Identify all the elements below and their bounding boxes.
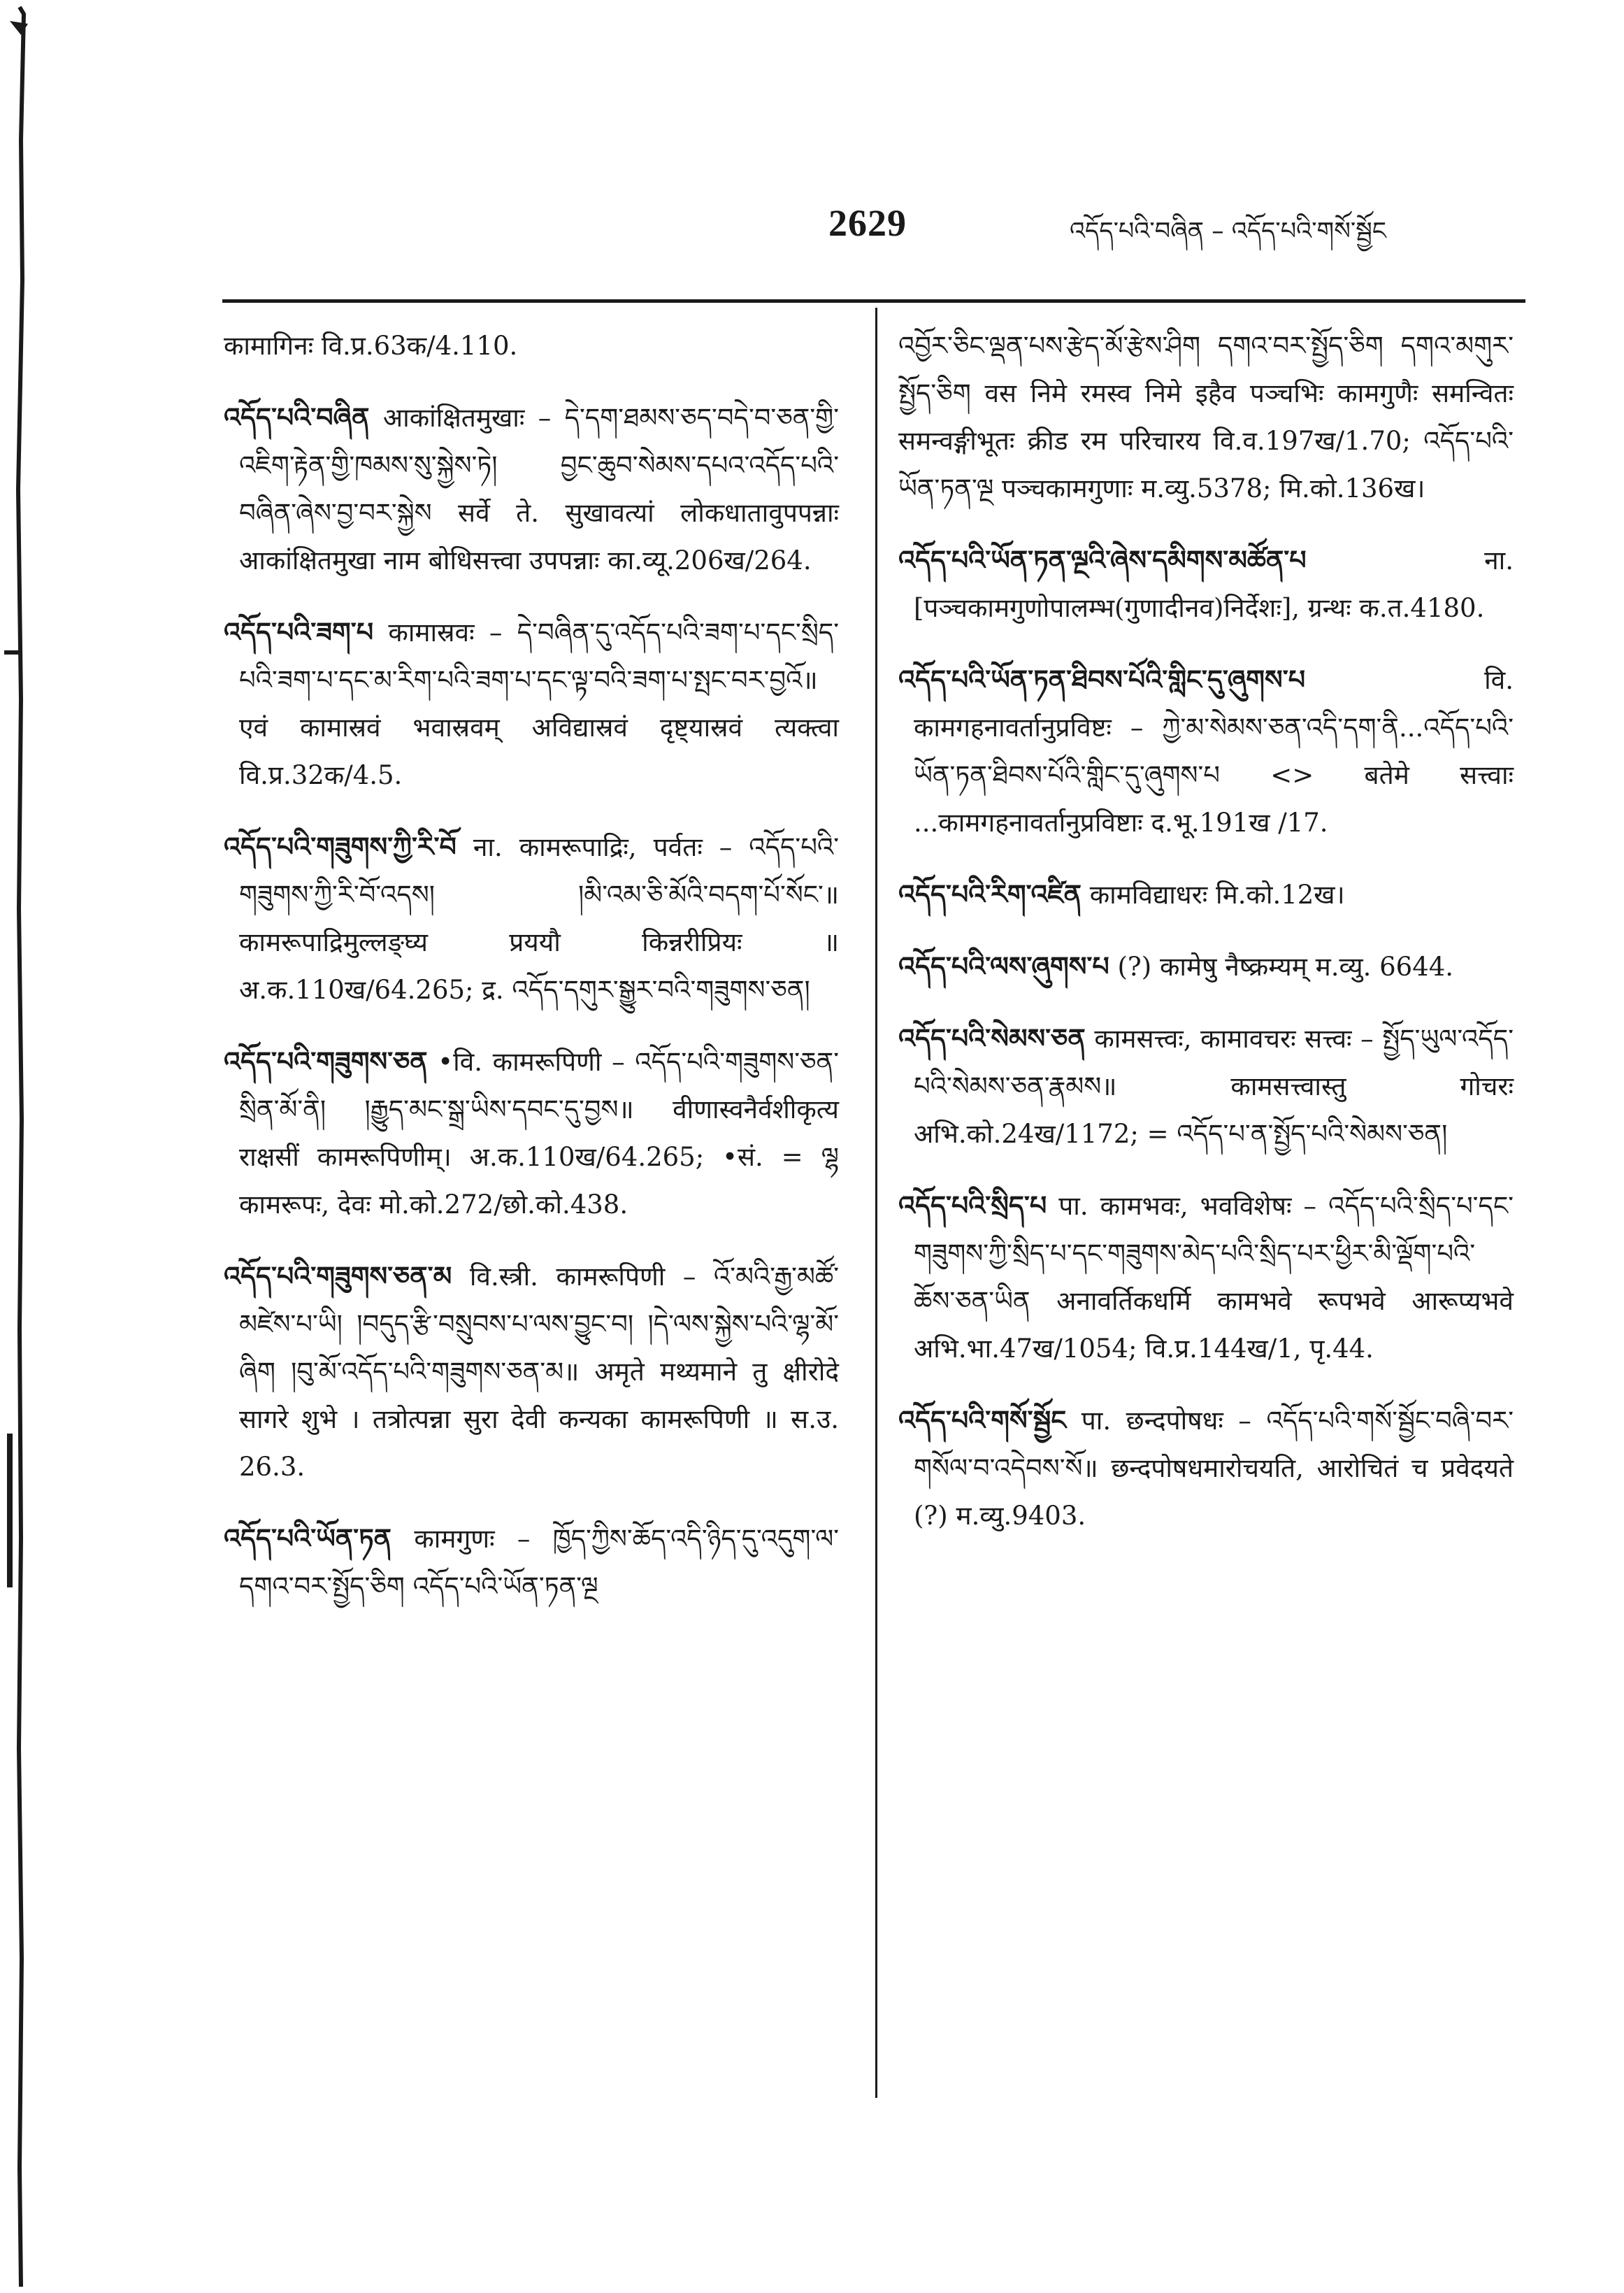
dictionary-entry: འདོད་པའི་གཟུགས་ཀྱི་རི་བོ ना. कामरूपाद्रिः, पर्वतः – འདོད་པའི་གཟུགས་ཀྱི་རི་བོ་འདས། །མི་འམ་ཅི་མོའི་བདག་པོ་སོང་॥ कामरूपाद्रिमुल्लङ्घ्य प्रययौ किन्नरीप्रियः ॥ अ.क.110ख/64.265; द्र. འདོད་དགུར་སྒྱུར་བའི་གཟུགས་ཅན། bbox=[224, 831, 839, 1005]
headword: འདོད་པའི་ལས་ཞུགས་པ bbox=[898, 951, 1109, 982]
dictionary-entry: འདོད་པའི་གཟུགས་ཅན •वि. कामरूपिणी – འདོད་པའི་གཟུགས་ཅན་སྲིན་མོ་ནི། །རྒྱུད་མང་སྒྲ་ཡིས་དབང་དུ་བྱས॥ वीणास्वनैर्वशीकृत्य राक्षसीं कामरूपिणीम्। अ.क.110ख/64.265; •सं. = ལྷ कामरूपः, देवः मो.को.272/छो.को.438. bbox=[224, 1046, 839, 1220]
headword: འདོད་པའི་ཟག་པ bbox=[224, 617, 374, 648]
dictionary-entry: འདོད་པའི་ཟག་པ कामास्रवः – དེ་བཞིན་དུ་འདོད་པའི་ཟག་པ་དང་སྲིད་པའི་ཟག་པ་དང་མ་རིག་པའི་ཟག་པ་དང་ལྟ་བའི་ཟག་པ་སྤང་བར་བྱའོ॥ एवं कामास्रवं भवास्रवम् अविद्यास्रवं दृष्ट्यास्रवं त्यक्त्वा वि.प्र.32क/4.5. bbox=[224, 617, 839, 790]
right-column bbox=[898, 322, 1514, 1564]
headword: འདོད་པའི་གསོ་སྦྱོང bbox=[898, 1405, 1067, 1436]
left-column bbox=[224, 322, 839, 1634]
headword: འདོད་པའི་སེམས་ཅན bbox=[898, 1023, 1086, 1054]
dictionary-entry: འདོད་པའི་ཡོན་ཏན कामगुणः – ཁྱོད་ཀྱིས་ཆོད་འདི་ཉིད་དུ་འདུག་ལ་དགའ་བར་སྤྱོད་ཅིག འདོད་པའི་ཡོན་ཏན་ལྔ bbox=[224, 1523, 839, 1601]
running-head: འདོད་པའི་བཞིན – འདོད་པའི་གསོ་སྦྱོང bbox=[1070, 217, 1386, 245]
dictionary-entry: འདོད་པའི་སེམས་ཅན कामसत्त्वः, कामावचरः सत्त्वः – སྤྱོད་ཡུལ་འདོད་པའི་སེམས་ཅན་རྣམས॥ कामसत्त्वास्तु गोचरः अभि.को.24ख/1172; = འདོད་པ་ན་སྤྱོད་པའི་སེམས་ཅན། bbox=[898, 1023, 1514, 1149]
header-rule bbox=[222, 299, 1525, 303]
dictionary-entry: འདོད་པའི་གཟུགས་ཅན་མ वि.स्त्री. कामरूपिणी – འོ་མའི་རྒྱ་མཚོ་མཛེས་པ་ཡི། །བདུད་རྩི་བསྲུབས་པ་ལས་བྱུང་བ། །དེ་ལས་སྐྱེས་པའི་ལྷ་མོ་ཞིག །བུ་མོ་འདོད་པའི་གཟུགས་ཅན་མ॥ अमृते मथ्यमाने तु क्षीरोदे सागरे शुभे । तत्रोत्पन्ना सुरा देवी कन्यका कामरूपिणी ॥ स.उ. 26.3. bbox=[224, 1261, 839, 1482]
dictionary-entry: འདོད་པའི་རིག་འཛིན कामविद्याधरः मि.को.12ख। bbox=[898, 879, 1345, 910]
dictionary-entry: འདོད་པའི་སྲིད་པ पा. कामभवः, भवविशेषः – འདོད་པའི་སྲིད་པ་དང་གཟུགས་ཀྱི་སྲིད་པ་དང་གཟུགས་མེད་པའི་སྲིད་པར་ཕྱིར་མི་ལྡོག་པའི་ཆོས་ཅན་ཡིན अनावर्तिकधर्मि कामभवे रूपभवे आरूप्यभवे अभि.भा.47ख/1054; वि.प्र.144ख/1, पृ.44. bbox=[898, 1190, 1514, 1364]
dictionary-entry: འདོད་པའི་ལས་ཞུགས་པ (?) कामेषु नैष्क्रम्यम् म.व्यु. 6644. bbox=[898, 951, 1454, 982]
headword: འདོད་པའི་སྲིད་པ bbox=[898, 1190, 1047, 1221]
dictionary-entry: འདོད་པའི་བཞིན आकांक्षितमुखाः – དེ་དག་ཐམས་ཅད་བདེ་བ་ཅན་གྱི་འཇིག་རྟེན་གྱི་ཁམས་སུ་སྐྱེས་ཏེ། བྱང་ཆུབ་སེམས་དཔའ་འདོད་པའི་བཞིན་ཞེས་བྱ་བར་སྐྱེས सर्वे ते. सुखावत्यां लोकधातावुपपन्नाः आकांक्षितमुखा नाम बोधिसत्त्वा उपपन्नाः का.व्यू.206ख/264. bbox=[224, 402, 839, 576]
headword: འདོད་པའི་གཟུགས་ཅན་མ bbox=[224, 1261, 452, 1292]
page-number: 2629 bbox=[828, 202, 907, 244]
column-divider bbox=[875, 308, 877, 2098]
dictionary-entry: འདོད་པའི་གསོ་སྦྱོང पा. छन्दपोषधः – འདོད་པའི་གསོ་སྦྱོང་བཞི་བར་གསོལ་བ་འདེབས་སོ॥ छन्दपोषधमारोचयति, आरोचितं च प्रवेदयते (?) म.व्यु.9403. bbox=[898, 1405, 1514, 1531]
scan-edge bbox=[0, 0, 49, 2293]
headword: འདོད་པའི་ཡོན་ཏན་ལྔའི་ཞེས་དམིགས་མཚོན་པ bbox=[898, 545, 1307, 576]
headword: འདོད་པའི་གཟུགས་ཅན bbox=[224, 1046, 428, 1077]
headword: འདོད་པའི་ཡོན་ཏན bbox=[224, 1523, 392, 1554]
dictionary-entry: འབྱོར་ཅིང་ལྡན་པས་རྩེད་མོ་རྩེས་ཤིག དགའ་བར་སྤྱོད་ཅིག དགའ་མགུར་སྤྱོད་ཅིག वस निमे रमस्व निमे इहैव पञ्चभिः कामगुणैः समन्वितः समन्वङ्गीभूतः क्रीड रम परिचारय वि.व.197ख/1.70; འདོད་པའི་ཡོན་ཏན་ལྔ पञ्चकामगुणाः म.व्यु.5378; मि.को.136ख। bbox=[898, 331, 1514, 503]
headword: འདོད་པའི་གཟུགས་ཀྱི་རི་བོ bbox=[224, 831, 457, 862]
dictionary-entry: འདོད་པའི་ཡོན་ཏན་ལྔའི་ཞེས་དམིགས་མཚོན་པ ना. [पञ्चकामगुणोपालम्भ(गुणादीनव)निर्देशः], ग्रन्थः क.त.4180. bbox=[898, 545, 1514, 623]
dictionary-entry: འདོད་པའི་ཡོན་ཏན་ཐིབས་པོའི་གླིང་དུ་ཞུགས་པ वि. कामगहनावर्तानुप्रविष्टः – ཀྱེ་མ་སེམས་ཅན་འདི་དག་ནི...འདོད་པའི་ཡོན་ཏན་ཐིབས་པོའི་གླིང་དུ་ཞུགས་པ <> बतेमे सत्त्वाः ...कामगहनावर्तानुप्रविष्टाः द.भू.191ख /17. bbox=[898, 664, 1514, 838]
headword: འདོད་པའི་བཞིན bbox=[224, 402, 370, 433]
dictionary-entry: कामागिनः वि.प्र.63क/4.110. bbox=[224, 331, 518, 361]
headword: འདོད་པའི་རིག་འཛིན bbox=[898, 879, 1082, 910]
headword: འདོད་པའི་ཡོན་ཏན་ཐིབས་པོའི་གླིང་དུ་ཞུགས་པ bbox=[898, 664, 1306, 695]
